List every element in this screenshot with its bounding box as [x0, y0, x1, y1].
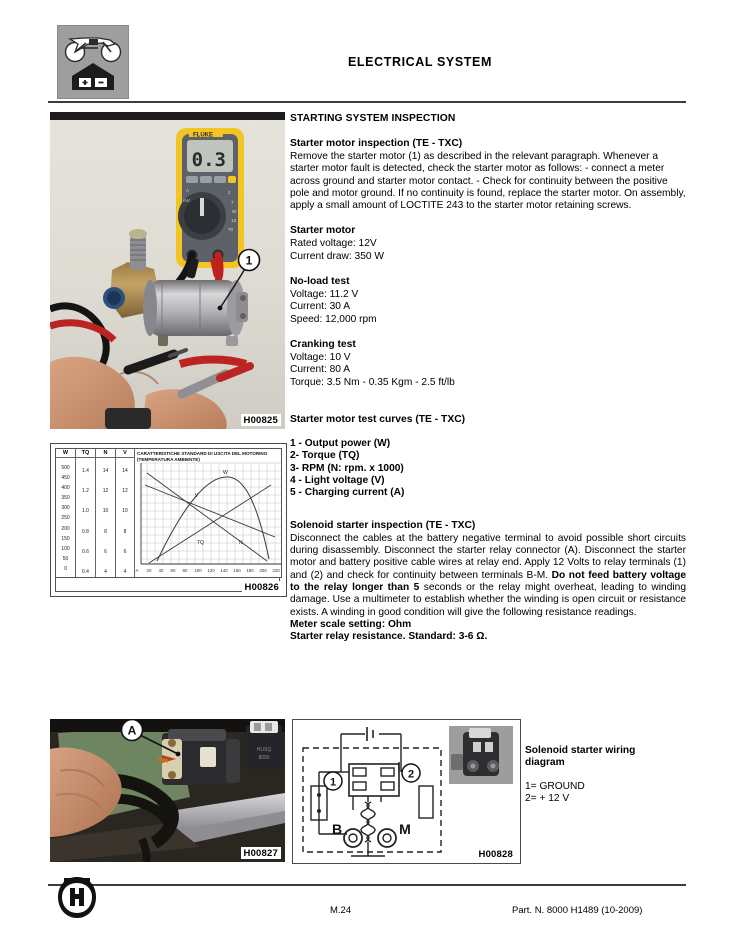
no-load-test-spec [290, 276, 686, 326]
svg-text:200: 200 [259, 568, 267, 573]
solenoid-text-part2: seconds or the relay might overheat, leading to winding damage. Use a multimeter to establish whether the winding is open circuit or resistance exists. A winding in good condition will give the following resistance readings. [290, 582, 686, 618]
figure-code-chart: H00826 [242, 581, 282, 593]
section-title: STARTING SYSTEM INSPECTION [290, 113, 456, 124]
starter-motor-spec-heading: Starter motor [290, 225, 356, 237]
chart-axis-w: W 500 450 400 350 300 250 200 150 100 50 0 [56, 449, 76, 577]
spec-line: Voltage: 11.2 V [290, 289, 359, 301]
svg-text:7: 7 [231, 200, 234, 205]
caption-title-line2: diagram [525, 757, 565, 769]
svg-text:20: 20 [146, 568, 152, 573]
svg-text:0.3: 0.3 [191, 149, 226, 171]
svg-text:160: 160 [233, 568, 241, 573]
svg-text:70: 70 [228, 227, 234, 232]
no-load-test-heading: No-load test [290, 276, 350, 288]
svg-text:B: B [331, 821, 343, 837]
svg-text:2: 2 [228, 190, 231, 195]
page-title: ELECTRICAL SYSTEM [347, 55, 492, 69]
svg-text:M: M [399, 821, 411, 837]
svg-text:FLUKE: FLUKE [193, 132, 213, 139]
chart-plot-area [135, 449, 281, 577]
spec-line: Current: 80 A [290, 364, 351, 376]
husqvarna-h-logo [55, 876, 99, 920]
svg-text:100: 100 [194, 568, 202, 573]
spec-line: Torque: 3.5 Nm - 0.35 Kgm - 2.5 ft/lb [290, 376, 455, 388]
svg-text:60: 60 [170, 568, 176, 573]
svg-text:8000: 8000 [258, 755, 270, 761]
solenoid-text-part1: Disconnect the cables at the battery negative terminal to avoid possible short circuits during disassembly. Disconnect the starter relay connector (A). Disconnect the starter motor and battery positive cable wires at relay end. Apply 12 Volts to relay terminals (1) and (2) and check for continuity between terminals B-M. [290, 532, 686, 581]
starter-motor-test-photo [50, 112, 285, 429]
motorcycle-battery-icon [57, 25, 129, 99]
legend-item: 1 - Output power (W) [290, 437, 391, 449]
spec-line: Current draw: 350 W [290, 250, 384, 262]
part-number: Part. N. 8000 H1489 (10-2009) [512, 905, 643, 916]
wiring-diagram-caption [525, 745, 695, 805]
svg-text:120: 120 [207, 568, 215, 573]
svg-text:V: V [195, 493, 199, 499]
spec-line: Speed: 12,000 rpm [290, 313, 377, 325]
svg-text:W: W [232, 209, 237, 214]
solenoid-inspection-heading: Solenoid starter inspection (TE - TXC) [290, 519, 476, 531]
svg-text:A: A [135, 568, 139, 573]
header-divider [48, 101, 686, 103]
chart-axis-v: V 14 12 10 8 6 4 [116, 449, 135, 577]
svg-text:180: 180 [246, 568, 254, 573]
solenoid-warning-bold: Do not feed battery voltage to the relay longer than 5 [290, 569, 686, 594]
svg-text:W: W [223, 470, 228, 476]
starter-inspection-paragraph: Remove the starter motor (1) as described in the relevant paragraph. Whenever a starter motor fault is detected, check the starter motor as follows: - connect a meter across ground and starter motor contact. - Check for continuity between the positive pole and motor ground. If no continuity is found, replace the starter motor. On assembly, apply a small amount of LOCTITE 243 to the starter motor retaining screws. [290, 151, 686, 212]
starter-relay-resistance: Starter relay resistance. Standard: 3-6 Ω. [290, 631, 488, 643]
svg-text:TQ: TQ [197, 540, 204, 546]
legend-item: 4 - Light voltage (V) [290, 475, 385, 487]
page-header [0, 0, 734, 96]
cranking-test-spec [290, 339, 686, 389]
solenoid-inspection-paragraph [290, 533, 686, 619]
starter-test-curves-chart [50, 443, 287, 597]
legend-item: 3- RPM (N: rpm. x 1000) [290, 462, 404, 474]
starter-motor-spec [290, 225, 686, 263]
svg-text:HUSQ: HUSQ [256, 747, 272, 753]
spec-line: Current: 30 A [290, 301, 351, 313]
figure-code-starter: H00825 [241, 414, 281, 426]
legend-item: 5 - Charging current (A) [290, 487, 405, 499]
cranking-test-heading: Cranking test [290, 338, 356, 350]
figure-code-relay: H00827 [241, 847, 281, 859]
starter-relay-photo [50, 719, 285, 862]
svg-text:80: 80 [182, 568, 188, 573]
svg-text:40: 40 [158, 568, 164, 573]
test-curves-heading: Starter motor test curves (TE - TXC) [290, 413, 466, 425]
legend-item: 2- Torque (TQ) [290, 450, 360, 462]
caption-legend-1: 1= GROUND [525, 780, 585, 792]
svg-text:140: 140 [220, 568, 228, 573]
chart-title-italian: CARATTERISTICHE STANDARD DI USCITA DEL MOTORINO (TEMPERATURA AMBIENTE) [137, 451, 268, 462]
svg-text:1: 1 [245, 253, 253, 268]
chart-axis-tq: TQ 1.4 1.2 1.0 0.8 0.6 0.4 [76, 449, 96, 577]
svg-text:A: A [186, 188, 190, 193]
spec-line: Rated voltage: 12V [290, 238, 377, 250]
starter-inspection-heading: Starter motor inspection (TE - TXC) [290, 138, 463, 149]
page-number: M.24 [330, 905, 352, 916]
footer-divider [48, 884, 686, 886]
chart-axis-n: N 14 12 10 8 6 4 [96, 449, 116, 577]
svg-text:220: 220 [272, 568, 280, 573]
figure-code-wiring: H00828 [476, 848, 516, 860]
svg-text:A: A [127, 723, 137, 738]
caption-legend-2: 2= + 12 V [525, 792, 570, 804]
solenoid-wiring-diagram [292, 719, 521, 864]
main-text-column [290, 113, 686, 644]
svg-text:N: N [239, 540, 243, 546]
svg-text:13: 13 [231, 218, 237, 223]
test-curves-legend [290, 438, 686, 500]
svg-text:mV: mV [183, 198, 190, 203]
spec-line: Voltage: 10 V [290, 351, 351, 363]
svg-text:2: 2 [407, 768, 415, 781]
caption-title-line1: Solenoid starter wiring [525, 745, 636, 756]
meter-scale-setting: Meter scale setting: Ohm [290, 618, 412, 630]
svg-text:1: 1 [329, 776, 337, 789]
